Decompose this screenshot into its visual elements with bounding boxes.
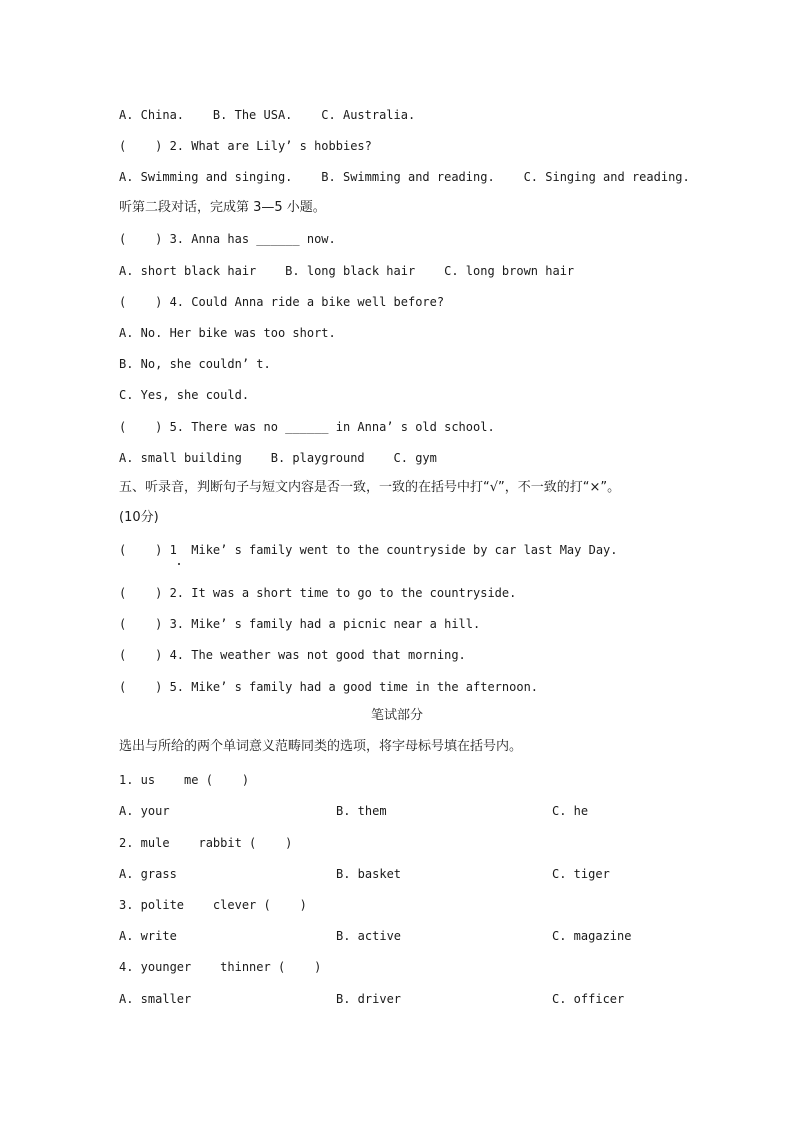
question-4: ( ) 4. Could Anna ride a bike well before? [119,295,445,309]
option-c: C. magazine [552,929,632,943]
word-question-stem: 1. us me ( ) [119,773,250,787]
option-b: B. basket [336,867,402,881]
option-b: B. them [336,804,387,818]
judge-item-5: ( ) 5. Mike’ s family had a good time in the afternoon. [119,680,539,694]
section-5-heading: 五、听录音，判断句子与短文内容是否一致，一致的在括号中打“√”，不一致的打“×”。 [119,480,621,495]
judge-item-3: ( ) 3. Mike’ s family had a picnic near a hill. [119,617,481,631]
q4-option-c: C. Yes, she could. [119,388,250,402]
written-instruction: 选出与所给的两个单词意义范畴同类的选项，将字母标号填在括号内。 [119,739,523,754]
option-a: A. smaller [119,992,192,1006]
option-b: B. driver [336,992,402,1006]
written-section-title: 笔试部分 [370,708,423,723]
word-question-stem: 2. mule rabbit ( ) [119,836,293,850]
word-question-stem: 3. polite clever ( ) [119,898,307,912]
dialogue-2-instruction: 听第二段对话，完成第 3—5 小题。 [119,200,326,215]
q3-options: A. short black hair B. long black hair C. long brown hair [119,264,575,278]
question-2: ( ) 2. What are Lily’ s hobbies? [119,139,372,153]
q4-option-a: A. No. Her bike was too short. [119,326,336,340]
q2-options: A. Swimming and singing. B. Swimming and reading. C. Singing and reading. [119,170,690,184]
option-a: A. grass [119,867,177,881]
option-c: C. he [552,804,589,818]
judge-item-1: ( ) 1 Mike’ s family went to the countryside by car last May Day. [119,543,618,557]
q5-options: A. small building B. playground C. gym [119,451,437,465]
option-a: A. write [119,929,177,943]
q4-option-b: B. No, she couldn’ t. [119,357,271,371]
option-a: A. your [119,804,170,818]
question-3: ( ) 3. Anna has ______ now. [119,232,336,246]
option-c: C. officer [552,992,625,1006]
punctuation-dot [178,563,180,565]
question-5: ( ) 5. There was no ______ in Anna’ s old school. [119,420,495,434]
option-c: C. tiger [552,867,610,881]
section-5-score: (10分) [119,510,159,525]
option-b: B. active [336,929,402,943]
word-question-stem: 4. younger thinner ( ) [119,960,322,974]
q1-options: A. China. B. The USA. C. Australia. [119,108,416,122]
judge-item-2: ( ) 2. It was a short time to go to the countryside. [119,586,517,600]
judge-item-4: ( ) 4. The weather was not good that morning. [119,648,466,662]
